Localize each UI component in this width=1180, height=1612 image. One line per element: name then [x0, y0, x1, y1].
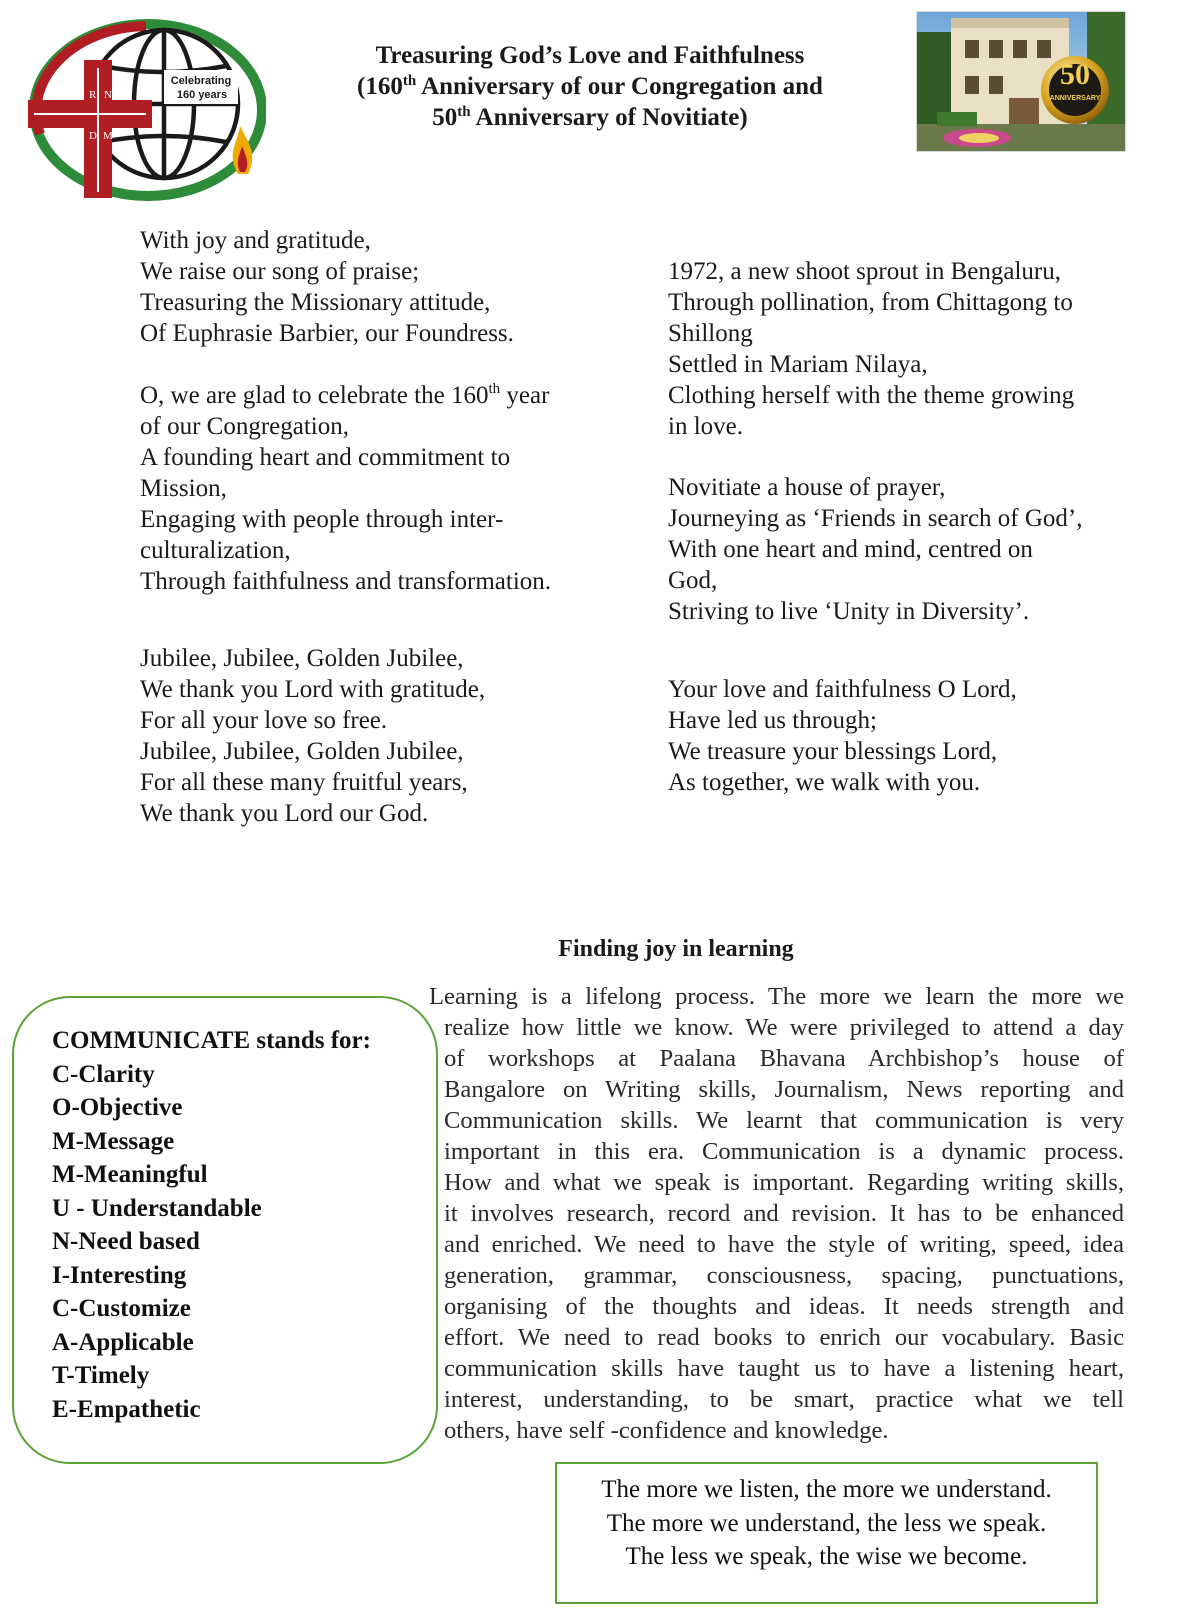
- poem-line: With one heart and mind, centred on: [668, 536, 1033, 563]
- poem-line: Your love and faithfulness O Lord,: [668, 676, 1017, 703]
- article-line: generation, grammar, consciousness, spacing, punctuations,: [444, 1262, 1124, 1289]
- poem-line: Journeying as ‘Friends in search of God’,: [668, 505, 1083, 532]
- cross-letter-r: R: [89, 89, 97, 101]
- poem-stanza-left-2: [140, 380, 551, 597]
- article-line: Learning is a lifelong process. The more we learn the more we: [429, 983, 1124, 1010]
- acronym-item: C-Clarity: [52, 1060, 155, 1088]
- article-line: of workshops at Paalana Bhavana Archbishop’s house of: [444, 1045, 1124, 1072]
- poem-line: of our Congregation,: [140, 413, 349, 440]
- poem-line: Striving to live ‘Unity in Diversity’.: [668, 598, 1030, 625]
- poem-line: Shillong: [668, 320, 753, 347]
- title-line-3-a: 50: [432, 104, 458, 131]
- poem-line: Engaging with people through inter-: [140, 506, 504, 533]
- article-line: organising of the thoughts and ideas. It needs strength and: [444, 1293, 1124, 1320]
- poem-line-part: year: [500, 382, 550, 409]
- poem-line: We treasure your blessings Lord,: [668, 738, 998, 765]
- poem-line: Have led us through;: [668, 707, 877, 734]
- title-line-1: Treasuring God’s Love and Faithfulness: [375, 42, 805, 69]
- poem-line: Jubilee, Jubilee, Golden Jubilee,: [140, 645, 464, 672]
- poem-line: Jubilee, Jubilee, Golden Jubilee,: [140, 738, 464, 765]
- title-line-3-sup: th: [457, 104, 471, 120]
- acronym-item: U - Understandable: [52, 1194, 262, 1222]
- poem-line: Treasuring the Missionary attitude,: [140, 289, 491, 316]
- poem-line: Through pollination, from Chittagong to: [668, 289, 1073, 316]
- poem-line: Clothing herself with the theme growing: [668, 382, 1075, 409]
- poem-line: For all your love so free.: [140, 707, 388, 734]
- acronym-item: M-Meaningful: [52, 1161, 208, 1188]
- poem-line: We raise our song of praise;: [140, 258, 420, 285]
- poem-line: We thank you Lord with gratitude,: [140, 676, 486, 703]
- article-line: it involves research, record and revision. It has to be enhanced: [444, 1200, 1124, 1227]
- article-line: others, have self -confidence and knowledge.: [444, 1417, 889, 1444]
- poem-line-part: O, we are glad to celebrate the 160: [140, 382, 489, 409]
- poem-line: God,: [668, 567, 718, 594]
- poem-line: in love.: [668, 413, 743, 440]
- acronym-list: [52, 1024, 371, 1426]
- title-line-2-b: Anniversary of our Congregation and: [416, 73, 823, 100]
- cross-letter-m: M: [103, 130, 113, 142]
- acronym-item: A-Applicable: [52, 1328, 194, 1356]
- article-heading: Finding joy in learning: [558, 936, 794, 962]
- poem-line: A founding heart and commitment to: [140, 444, 511, 471]
- congregation-logo: [26, 14, 266, 204]
- article-line: Communication skills. We learnt that communication is very: [444, 1107, 1124, 1134]
- logo-badge-line1: Celebrating: [170, 75, 232, 87]
- poem-line: As together, we walk with you.: [668, 769, 981, 796]
- quote-line: The more we understand, the less we speak.: [606, 1509, 1047, 1537]
- quote-line: The less we speak, the wise we become.: [625, 1543, 1028, 1570]
- article-line: communication skills have taught us to have a listening heart,: [444, 1355, 1124, 1382]
- title-line-3: [300, 102, 880, 133]
- article-line: realize how little we know. We were privileged to attend a day: [444, 1014, 1124, 1041]
- acronym-item: C-Customize: [52, 1295, 191, 1322]
- quote-line: The more we listen, the more we understand.: [601, 1476, 1052, 1503]
- poem-stanza-left-1: [140, 225, 514, 349]
- acronym-item: E-Empathetic: [52, 1395, 201, 1423]
- flame-icon: [233, 126, 252, 174]
- poem-stanza-right-3: [668, 674, 1017, 798]
- acronym-heading: COMMUNICATE stands for:: [52, 1027, 371, 1054]
- poem-line: Through faithfulness and transformation.: [140, 568, 552, 595]
- article-line: important in this era. Communication is a dynamic process.: [444, 1138, 1124, 1165]
- title-line-3-b: Anniversary of Novitiate): [470, 104, 748, 131]
- acronym-item: T-Timely: [52, 1362, 150, 1389]
- article-line: and enriched. We need to have the style of writing, speed, idea: [444, 1231, 1124, 1258]
- cross-letter-n: N: [104, 89, 112, 101]
- anniversary-badge-text: ANNIVERSARY: [1049, 95, 1101, 102]
- article-line: effort. We need to read books to enrich our vocabulary. Basic: [444, 1324, 1124, 1351]
- acronym-item: N-Need based: [52, 1228, 200, 1255]
- poem-line: With joy and gratitude,: [140, 227, 371, 254]
- title-line-2-a: (160: [357, 73, 403, 100]
- quote-text: [557, 1473, 1096, 1574]
- novitiate-photo: [916, 11, 1126, 152]
- article-line: interest, understanding, to be smart, practice what we tell: [444, 1386, 1124, 1413]
- poem-line: 1972, a new shoot sprout in Bengaluru,: [668, 258, 1062, 285]
- poem-line: Settled in Mariam Nilaya,: [668, 351, 928, 378]
- cross-letter-d: D: [89, 130, 97, 142]
- acronym-item: O-Objective: [52, 1094, 183, 1121]
- poem-line: Novitiate a house of prayer,: [668, 474, 946, 501]
- title-line-2: [300, 71, 880, 102]
- anniversary-badge-number: 50: [1060, 58, 1090, 91]
- poem-stanza-left-3: [140, 643, 485, 829]
- title-line-2-sup: th: [402, 73, 417, 89]
- poem-line: For all these many fruitful years,: [140, 769, 468, 796]
- logo-badge-line2: 160 years: [176, 89, 228, 101]
- page-title: [300, 40, 880, 133]
- article-line: Bangalore on Writing skills, Journalism, News reporting and: [444, 1076, 1124, 1103]
- poem-line: We thank you Lord our God.: [140, 800, 429, 827]
- poem-line-sup: th: [488, 381, 501, 397]
- article-body: [429, 981, 1124, 1446]
- poem-line: [140, 380, 551, 411]
- poem-stanza-right-2: [668, 472, 1083, 627]
- poem-line: Of Euphrasie Barbier, our Foundress.: [140, 320, 514, 347]
- acronym-item: I-Interesting: [52, 1261, 187, 1289]
- poem-line: culturalization,: [140, 537, 291, 564]
- poem-stanza-right-1: [668, 256, 1074, 442]
- acronym-item: M-Message: [52, 1127, 175, 1155]
- poem-line: Mission,: [140, 475, 227, 502]
- article-line: How and what we speak is important. Regarding writing skills,: [444, 1169, 1124, 1196]
